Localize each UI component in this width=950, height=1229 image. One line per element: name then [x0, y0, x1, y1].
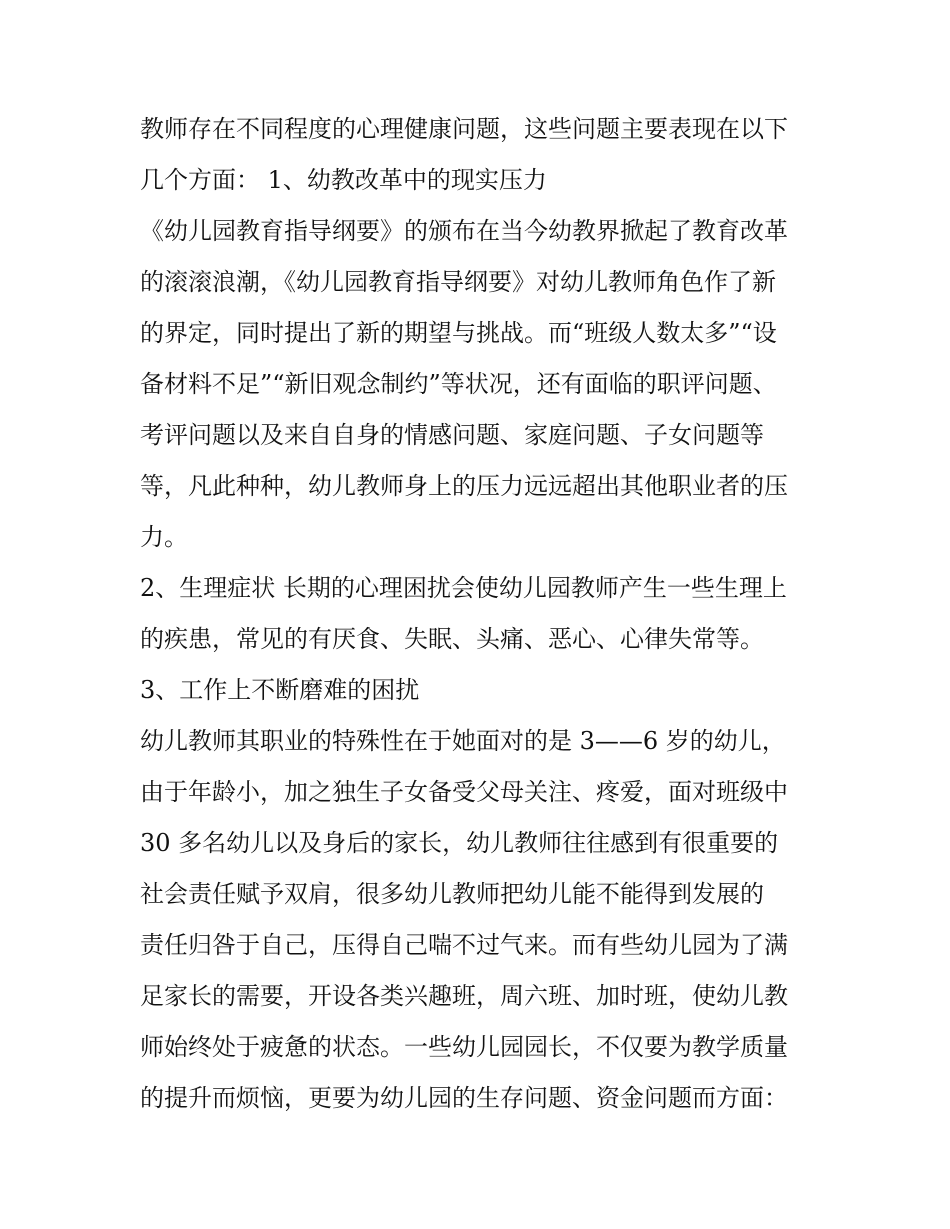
text-line: 责任归咎于自己，压得自己喘不过气来。而有些幼儿园为了满 — [140, 931, 788, 959]
text-line: 的疾患，常见的有厌食、失眠、头痛、恶心、心律失常等。 — [140, 625, 764, 653]
text-line: 30 多名幼儿以及身后的家长，幼儿教师往往感到有很重要的 — [140, 829, 779, 857]
text-line: 师始终处于疲惫的状态。一些幼儿园园长，不仅要为教学质量 — [140, 1033, 788, 1061]
text-line: 由于年龄小，加之独生子女备受父母关注、疼爱，面对班级中 — [140, 778, 788, 806]
text-line: 2、生理症状 长期的心理困扰会使幼儿园教师产生一些生理上 — [140, 574, 787, 602]
text-line: 考评问题以及来自自身的情感问题、家庭问题、子女问题等 — [140, 421, 764, 449]
text-line: 3、工作上不断磨难的困扰 — [140, 676, 420, 704]
text-line: 的提升而烦恼，更要为幼儿园的生存问题、资金问题而方面： — [140, 1084, 788, 1112]
text-line: 幼儿教师其职业的特殊性在于她面对的是 3——6 岁的幼儿， — [140, 727, 786, 755]
text-line: 力。 — [140, 523, 188, 551]
text-line: 备材料不足”“新旧观念制约”等状况，还有面临的职评问题、 — [140, 370, 777, 398]
text-line: 等，凡此种种，幼儿教师身上的压力远远超出其他职业者的压 — [140, 472, 788, 500]
text-line: 的界定，同时提出了新的期望与挑战。而“班级人数太多”“设 — [140, 319, 777, 347]
text-line: 《幼儿园教育指导纲要》的颁布在当今幼教界掀起了教育改革 — [140, 217, 788, 245]
text-line: 足家长的需要，开设各类兴趣班，周六班、加时班，使幼儿教 — [140, 982, 788, 1010]
text-line: 教师存在不同程度的心理健康问题，这些问题主要表现在以下 — [140, 115, 788, 143]
text-line: 社会责任赋予双肩，很多幼儿教师把幼儿能不能得到发展的 — [140, 880, 764, 908]
text-line: 的滚滚浪潮，《幼儿园教育指导纲要》对幼儿教师角色作了新 — [140, 268, 776, 296]
text-line: 几个方面： 1、幼教改革中的现实压力 — [140, 166, 547, 194]
body-text — [140, 104, 830, 1124]
